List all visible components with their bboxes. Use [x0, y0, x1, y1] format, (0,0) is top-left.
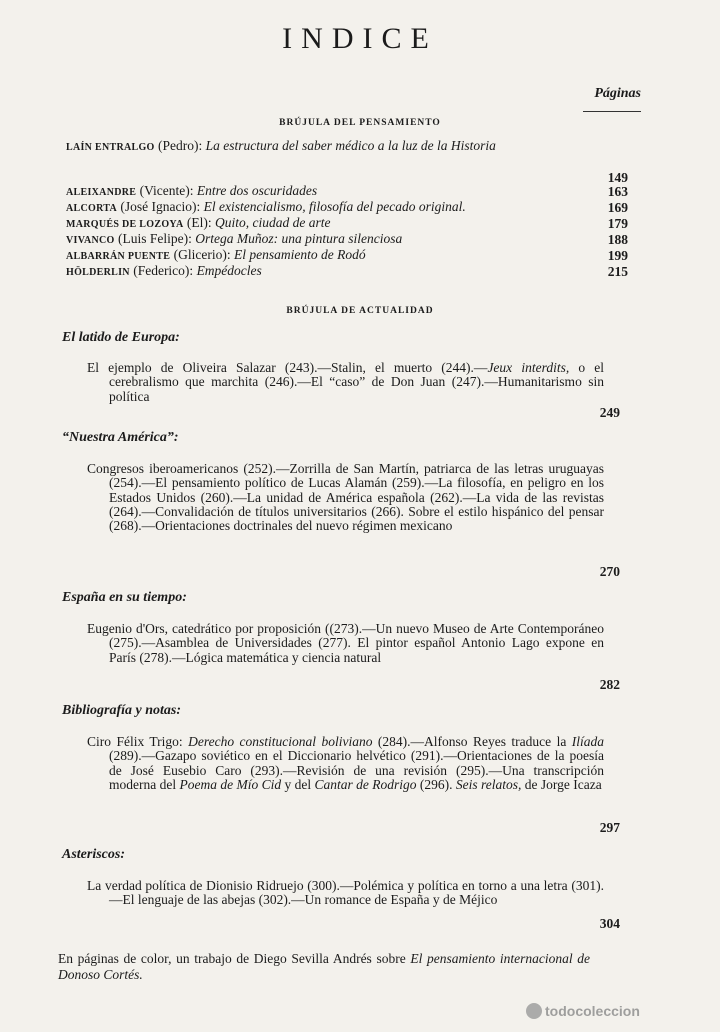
body-text: y del	[281, 776, 315, 792]
body-text-italic: Ilíada	[571, 734, 605, 749]
watermark	[526, 1003, 640, 1019]
body-text-italic: Seis relatos,	[455, 776, 522, 792]
group-body-bibliografia	[87, 735, 604, 792]
group-page: 304	[599, 916, 620, 931]
entry-page: 199	[607, 248, 628, 263]
body-text: Congresos iberoamericanos (252).—Zorrilla de San Martín, patriarca de las letras uruguayas (254).—El pensamiento político de Lucas Alamán (259).—La filosofía, en peligro en los Estados Unidos (260).—La unidad de América española (262).—La vida de las revistas (264).—Convalidación de títulos universitarios (266). Sobre el estilo hispánico del pensar (268).—Orientaciones doctrinales del nuevo régimen mexicano	[87, 461, 604, 534]
entry-page: 169	[607, 200, 628, 215]
toc-entry[interactable]	[66, 139, 586, 155]
paginas-rule	[583, 111, 641, 112]
body-text: Ciro Félix Trigo:	[87, 734, 189, 749]
group-body-europa	[87, 361, 604, 404]
body-text: La verdad política de Dionisio Ridruejo (300).—Polémica y política en torno a una letra (301).—El lenguaje de las abejas (302).—Un romance de España y de Méjico	[87, 878, 604, 908]
body-text-italic: Derecho constitucional boliviano	[188, 734, 373, 749]
paginas-label: Páginas	[594, 86, 641, 101]
body-text: Eugenio d'Ors, catedrático por proposición ((273).—Un nuevo Museo de Arte Contemporáneo (275).—Asamblea de Universidades (277). El pintor español Antonio Lago expone en París (278).—Lógica matemática y ciencia natural	[87, 621, 604, 665]
group-body-asteriscos	[87, 879, 604, 908]
group-page: 297	[599, 820, 620, 835]
entry-name: (Glicerio):	[173, 247, 231, 262]
page-title: INDICE	[282, 22, 438, 55]
toc-entry[interactable]	[66, 200, 586, 216]
entry-author: ALBARRÁN PUENTE	[66, 251, 171, 262]
group-body-espana	[87, 622, 604, 665]
body-text: (289).—Gazapo soviético en el Diccionario helvético (291).—Orientaciones de la poesía de José Eusebio Caro (293).—Revisión de una revisión (295).—Una transcripción moderna del	[109, 748, 604, 792]
body-text-italic: Poema de Mío Cid	[179, 776, 282, 792]
group-body-america	[87, 462, 604, 533]
footer-note	[58, 951, 590, 983]
entry-work: Empédocles	[196, 263, 262, 278]
toc-entry[interactable]	[66, 184, 586, 200]
body-text: (296).	[416, 776, 456, 792]
group-title-asteriscos: Asteriscos:	[62, 847, 125, 862]
entry-name: (El):	[186, 215, 212, 230]
entry-work: Entre dos oscuridades	[196, 183, 318, 198]
entry-name: (Luis Felipe):	[117, 231, 192, 246]
entry-author: ALCORTA	[66, 203, 118, 214]
toc-entry[interactable]	[66, 232, 586, 248]
body-text-italic: Cantar de Rodrigo	[314, 776, 417, 792]
entry-author: HÖLDERLIN	[66, 267, 130, 278]
entry-author: MARQUÉS DE LOZOYA	[66, 219, 184, 230]
group-page: 270	[599, 564, 620, 579]
entry-work: La estructura del saber médico a la luz de la Historia	[205, 138, 496, 153]
entry-work: El existencialismo, filosofía del pecado original.	[203, 199, 466, 214]
group-title-espana: España en su tiempo:	[62, 590, 187, 605]
body-text: (284).—Alfonso Reyes traduce la	[372, 734, 572, 749]
toc-entry[interactable]	[66, 264, 586, 280]
entry-page: 215	[607, 264, 628, 279]
entry-page: 179	[607, 216, 628, 231]
watermark-logo-icon	[526, 1003, 542, 1019]
group-page: 282	[599, 677, 620, 692]
group-page: 249	[599, 405, 620, 420]
body-text: o el cerebralismo que marchita (246).—El “caso” de Don Juan (247).—Humanitarismo sin política	[109, 360, 605, 404]
body-text: El ejemplo de Oliveira Salazar (243).—Stalin, el muerto (244).—	[87, 360, 488, 375]
watermark-text: todocoleccion	[545, 1003, 640, 1019]
footer-text: En páginas de color, un trabajo de Diego Sevilla Andrés sobre	[58, 951, 411, 966]
entry-author: VIVANCO	[66, 235, 115, 246]
section-heading-pensamiento: BRÚJULA DEL PENSAMIENTO	[279, 118, 441, 128]
entry-work: Quito, ciudad de arte	[215, 215, 331, 230]
body-text-italic: interdits,	[521, 360, 570, 375]
entry-author: LAÍN ENTRALGO	[66, 142, 155, 153]
group-title-america: “Nuestra América”:	[62, 430, 179, 445]
body-text-italic: Jeux	[487, 360, 513, 375]
toc-entry[interactable]	[66, 248, 586, 264]
entry-work: El pensamiento de Rodó	[233, 247, 366, 262]
footer-work: El pensamiento internacional de Donoso Cortés.	[58, 951, 590, 982]
entry-page: 163	[607, 184, 628, 199]
section-heading-actualidad: BRÚJULA DE ACTUALIDAD	[286, 306, 434, 316]
entry-name: (José Ignacio):	[120, 199, 201, 214]
group-title-bibliografia: Bibliografía y notas:	[62, 703, 182, 718]
entry-work: Ortega Muñoz: una pintura silenciosa	[195, 231, 403, 246]
entry-name: (Federico):	[133, 263, 194, 278]
entry-name: (Pedro):	[158, 138, 203, 153]
entry-author: ALEIXANDRE	[66, 187, 137, 198]
entry-page: 188	[607, 232, 628, 247]
toc-entry[interactable]	[66, 216, 586, 232]
group-title-europa: El latido de Europa:	[62, 330, 180, 345]
body-text: de Jorge Icaza	[521, 776, 602, 792]
entry-name: (Vicente):	[139, 183, 194, 198]
entry-page: 149	[607, 170, 628, 185]
